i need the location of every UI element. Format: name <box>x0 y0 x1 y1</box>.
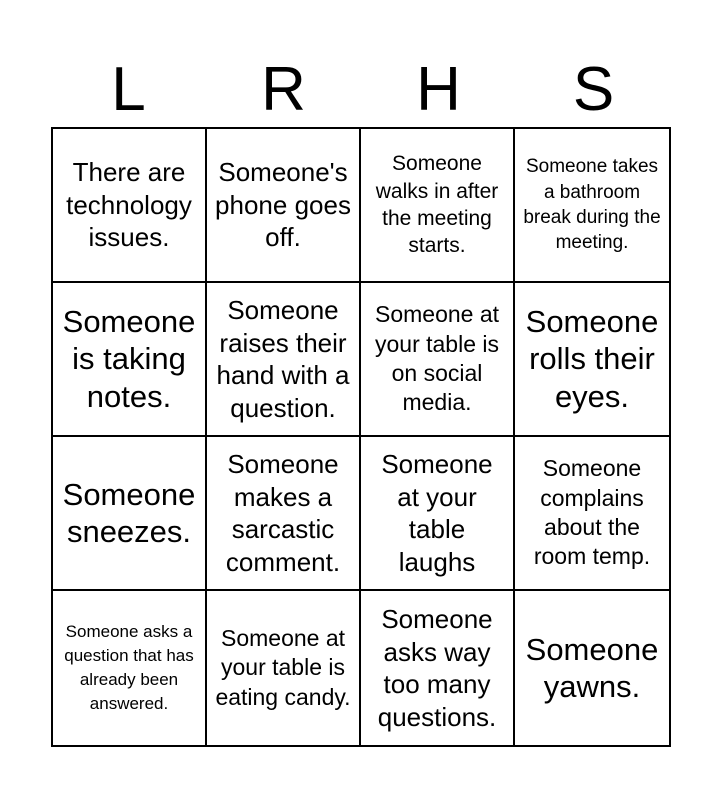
bingo-cell[interactable]: Someone at your table laughs <box>361 437 515 591</box>
bingo-grid <box>51 127 671 747</box>
bingo-cell[interactable]: Someone makes a sarcastic comment. <box>207 437 361 591</box>
header-letter-s: S <box>572 55 615 124</box>
bingo-cell[interactable]: Someone takes a bathroom break during the meeting. <box>515 129 669 283</box>
bingo-cell[interactable]: Someone asks a question that has already been answered. <box>53 591 207 745</box>
header-letter-l: L <box>111 55 146 124</box>
bingo-cell[interactable]: There are technology issues. <box>53 129 207 283</box>
bingo-cell[interactable]: Someone walks in after the meeting starts. <box>361 129 515 283</box>
bingo-cell[interactable]: Someone asks way too many questions. <box>361 591 515 745</box>
bingo-header <box>51 52 671 128</box>
bingo-cell[interactable]: Someone raises their hand with a question. <box>207 283 361 437</box>
bingo-cell[interactable]: Someone complains about the room temp. <box>515 437 669 591</box>
bingo-cell[interactable]: Someone yawns. <box>525 631 659 704</box>
bingo-cell[interactable]: Someone rolls their eyes. <box>515 283 669 437</box>
bingo-cell[interactable]: Someone at your table is eating candy. <box>207 591 361 745</box>
bingo-cell[interactable]: Someone sneezes. <box>53 437 207 591</box>
header-letter-h: H <box>416 55 461 124</box>
bingo-cell[interactable]: Someone at your table is on social media. <box>361 283 515 437</box>
header-letter-r: R <box>261 55 306 124</box>
bingo-cell[interactable]: Someone's phone goes off. <box>207 129 361 283</box>
bingo-cell[interactable]: Someone is taking notes. <box>53 283 207 437</box>
